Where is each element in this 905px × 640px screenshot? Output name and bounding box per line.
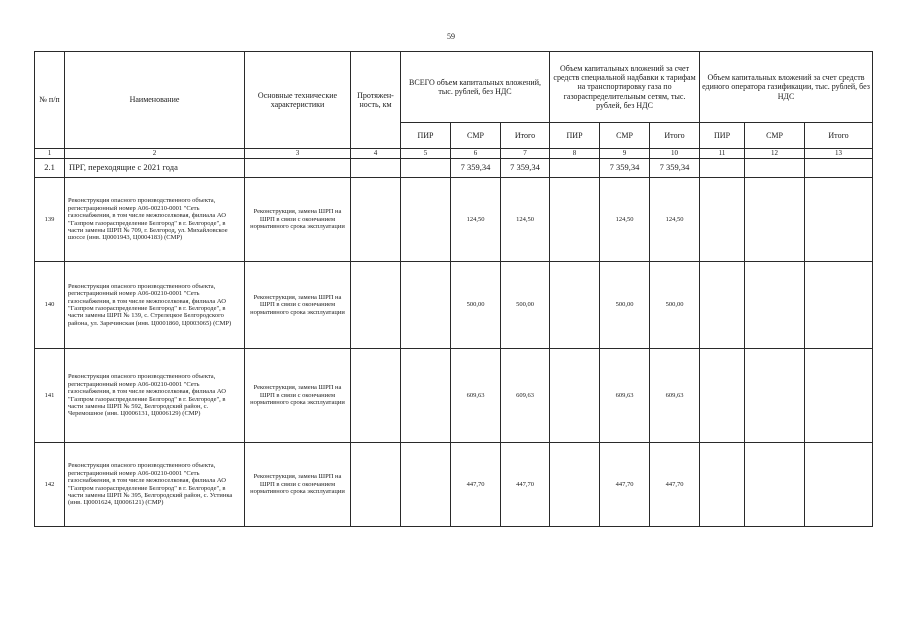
section-smr-surcharge: 7 359,34 — [600, 159, 650, 178]
investment-table — [34, 51, 873, 527]
row-smr-operator — [745, 349, 805, 443]
subheader-smr: СМР — [600, 123, 650, 149]
row-smr-surcharge: 609,63 — [600, 349, 650, 443]
section-row — [35, 159, 873, 178]
page-number: 59 — [447, 32, 455, 41]
header-length: Протяжен-ность, км — [351, 52, 401, 149]
column-number: 4 — [351, 149, 401, 159]
row-pir-operator — [700, 349, 745, 443]
row-smr-total: 500,00 — [451, 262, 501, 349]
column-number: 2 — [65, 149, 245, 159]
section-num: 2.1 — [35, 159, 65, 178]
subheader-itogo: Итого — [501, 123, 550, 149]
row-length — [351, 443, 401, 527]
row-name: Реконструкция опасного производственного объекта, регистрационный номер А06-00210-0001 "Сеть газоснабжения, в том числе межпоселковая, филиала АО "Газпром газораспределение Белгород" в г. Белгороде", в части замены ШРП № 395, Белгородский район, с. Устинка (инв. Ц0001624, Ц0006121) (СМР) — [65, 443, 245, 527]
row-length — [351, 349, 401, 443]
row-smr-total: 124,50 — [451, 178, 501, 262]
table-row — [35, 349, 873, 443]
row-pir-surcharge — [550, 262, 600, 349]
subheader-smr: СМР — [745, 123, 805, 149]
section-name: ПРГ, переходящие с 2021 года — [65, 159, 245, 178]
section-length — [351, 159, 401, 178]
row-length — [351, 178, 401, 262]
row-tech: Реконструкция, замена ШРП на ШРП в связи с окончанием нормативного срока эксплуатации — [245, 349, 351, 443]
row-num: 142 — [35, 443, 65, 527]
row-itogo-operator — [805, 349, 873, 443]
column-number: 6 — [451, 149, 501, 159]
table-row — [35, 178, 873, 262]
column-number: 7 — [501, 149, 550, 159]
row-itogo-surcharge: 124,50 — [650, 178, 700, 262]
section-itogo-total: 7 359,34 — [501, 159, 550, 178]
row-smr-surcharge: 500,00 — [600, 262, 650, 349]
header-surcharge-group: Объем капитальных вложений за счет средств специальной надбавки к тарифам на транспортировку газа по газораспределительным сетям, тыс. рублей, без НДС — [550, 52, 700, 123]
column-number: 9 — [600, 149, 650, 159]
column-number: 1 — [35, 149, 65, 159]
row-pir-operator — [700, 178, 745, 262]
row-itogo-operator — [805, 262, 873, 349]
row-itogo-operator — [805, 443, 873, 527]
row-itogo-total: 500,00 — [501, 262, 550, 349]
row-name: Реконструкция опасного производственного объекта, регистрационный номер А06-00210-0001 "Сеть газоснабжения, в том числе межпоселковая, филиала АО "Газпром газораспределение Белгород" в г. Белгороде", в части замены ШРП № 592, Белгородский район, с. Черемошное (инв. Ц0006131, Ц0006129) (СМР) — [65, 349, 245, 443]
column-number: 13 — [805, 149, 873, 159]
header-num: № п/п — [35, 52, 65, 149]
subheader-itogo: Итого — [650, 123, 700, 149]
section-smr-operator — [745, 159, 805, 178]
row-num: 139 — [35, 178, 65, 262]
row-itogo-surcharge: 447,70 — [650, 443, 700, 527]
row-itogo-total: 124,50 — [501, 178, 550, 262]
row-smr-total: 447,70 — [451, 443, 501, 527]
column-number: 10 — [650, 149, 700, 159]
row-itogo-surcharge: 500,00 — [650, 262, 700, 349]
table-row — [35, 262, 873, 349]
row-name: Реконструкция опасного производственного объекта, регистрационный номер А06-00210-0001 "Сеть газоснабжения, в том числе межпоселковая, филиала АО "Газпром газораспределение Белгород" в г. Белгороде", в части замены ШРП № 139, с. Стрелецкое Белгородского района, ул. Заречинская (инв. Ц0001860, Ц0003065) (СМР) — [65, 262, 245, 349]
header-total-group: ВСЕГО объем капитальных вложений, тыс. рублей, без НДС — [401, 52, 550, 123]
section-tech — [245, 159, 351, 178]
table-row — [35, 443, 873, 527]
row-length — [351, 262, 401, 349]
section-pir-total — [401, 159, 451, 178]
column-number: 12 — [745, 149, 805, 159]
row-pir-total — [401, 349, 451, 443]
row-smr-operator — [745, 443, 805, 527]
header-name: Наименование — [65, 52, 245, 149]
row-pir-surcharge — [550, 443, 600, 527]
section-pir-operator — [700, 159, 745, 178]
section-pir-surcharge — [550, 159, 600, 178]
column-number: 8 — [550, 149, 600, 159]
row-tech: Реконструкция, замена ШРП на ШРП в связи с окончанием нормативного срока эксплуатации — [245, 178, 351, 262]
row-itogo-total: 609,63 — [501, 349, 550, 443]
row-pir-total — [401, 262, 451, 349]
row-pir-operator — [700, 262, 745, 349]
row-smr-total: 609,63 — [451, 349, 501, 443]
row-smr-operator — [745, 262, 805, 349]
row-pir-surcharge — [550, 349, 600, 443]
subheader-pir: ПИР — [550, 123, 600, 149]
row-smr-surcharge: 124,50 — [600, 178, 650, 262]
row-pir-total — [401, 443, 451, 527]
section-smr-total: 7 359,34 — [451, 159, 501, 178]
subheader-pir: ПИР — [401, 123, 451, 149]
column-number: 3 — [245, 149, 351, 159]
row-tech: Реконструкция, замена ШРП на ШРП в связи с окончанием нормативного срока эксплуатации — [245, 262, 351, 349]
row-num: 140 — [35, 262, 65, 349]
column-number: 11 — [700, 149, 745, 159]
row-num: 141 — [35, 349, 65, 443]
row-name: Реконструкция опасного производственного объекта, регистрационный номер А06-00210-0001 "Сеть газоснабжения, в том числе межпоселковая, филиала АО "Газпром газораспределение Белгород" в г. Белгороде", в части замены ШРП № 709, г. Белгород, ул. Михайловское шоссе (инв. Ц0001943, Ц0004183) (СМР) — [65, 178, 245, 262]
row-tech: Реконструкция, замена ШРП на ШРП в связи с окончанием нормативного срока эксплуатации — [245, 443, 351, 527]
column-number: 5 — [401, 149, 451, 159]
section-itogo-operator — [805, 159, 873, 178]
header-tech: Основные технические характеристики — [245, 52, 351, 149]
header-operator-group: Объем капитальных вложений за счет средств единого оператора газификации, тыс. рублей, без НДС — [700, 52, 873, 123]
row-smr-operator — [745, 178, 805, 262]
row-pir-operator — [700, 443, 745, 527]
row-itogo-operator — [805, 178, 873, 262]
section-itogo-surcharge: 7 359,34 — [650, 159, 700, 178]
row-pir-total — [401, 178, 451, 262]
row-smr-surcharge: 447,70 — [600, 443, 650, 527]
row-itogo-surcharge: 609,63 — [650, 349, 700, 443]
row-pir-surcharge — [550, 178, 600, 262]
subheader-smr: СМР — [451, 123, 501, 149]
subheader-pir: ПИР — [700, 123, 745, 149]
subheader-itogo: Итого — [805, 123, 873, 149]
row-itogo-total: 447,70 — [501, 443, 550, 527]
